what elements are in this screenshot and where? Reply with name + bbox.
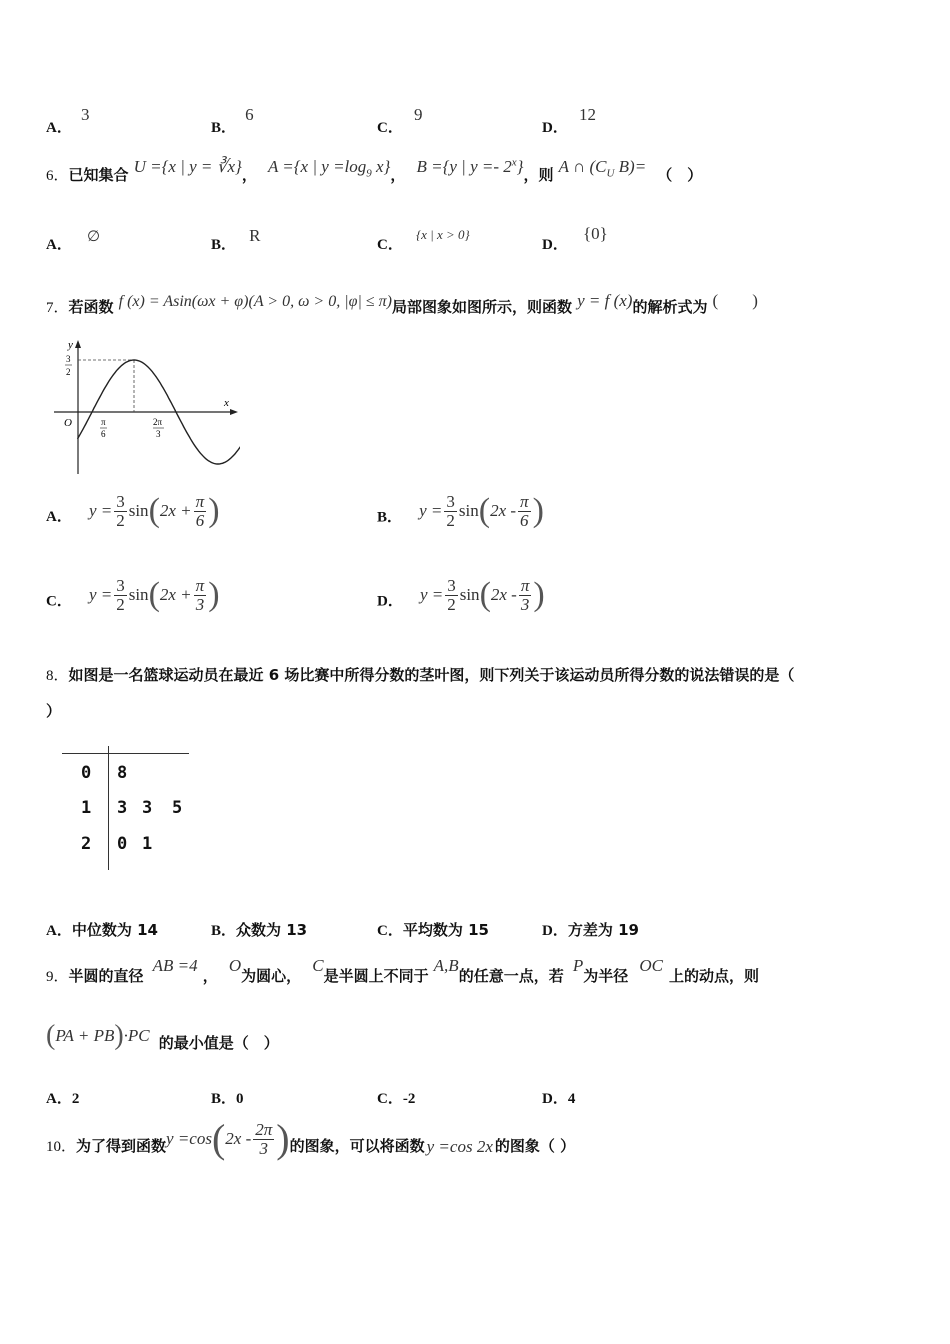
option-label: D． <box>542 120 568 136</box>
option-label: A． <box>46 120 72 136</box>
divider-line <box>108 746 109 870</box>
phase-denominator: 6 <box>195 510 205 530</box>
math-ab-points: A,B <box>433 956 459 975</box>
option-label: A． <box>46 237 72 253</box>
q5-option-c <box>377 105 423 137</box>
option-label: B． <box>211 1091 237 1107</box>
function-expr-2: y = f (x) <box>577 291 633 310</box>
question-text: 为半径 <box>583 967 629 985</box>
coef-numerator: 3 <box>116 576 125 595</box>
math-c: C <box>312 956 324 975</box>
option-label: C． <box>46 593 72 610</box>
coef-numerator: 3 <box>116 492 125 511</box>
option-value: 0 <box>236 1091 244 1107</box>
expr-end: B)= <box>614 157 647 176</box>
option-value: 中位数为 14 <box>71 921 158 939</box>
option-value: 众数为 13 <box>236 921 308 939</box>
question-text: 的最小值是（ ） <box>158 1034 279 1052</box>
q8-option-a <box>46 919 158 940</box>
option-label: B． <box>211 923 237 939</box>
sine-graph <box>50 336 240 476</box>
formula-inner: 2x - <box>225 1129 252 1148</box>
question-text-end: ） <box>46 702 62 720</box>
formula-inner: 2x - <box>490 501 517 521</box>
math-oc: OC <box>639 956 663 975</box>
formula-lead: y = <box>419 585 444 605</box>
then-text: ，则 <box>523 166 554 184</box>
question-6 <box>46 156 703 187</box>
question-text: 是半圆上不同于 <box>323 967 429 985</box>
q6-option-b <box>211 226 261 254</box>
q9-option-b <box>211 1087 244 1108</box>
leaf: 0 <box>117 834 128 854</box>
question-number: 7． <box>46 300 69 316</box>
comma: ， <box>202 967 218 985</box>
complement-sub: U <box>606 167 615 180</box>
phase-denominator: 3 <box>520 594 530 614</box>
answer-blank: ( ) <box>712 291 758 310</box>
q7-option-b: B． y = $\frac{3}{2}$ sin ( 2x - $\frac{\pi}{6}$ ) <box>377 492 544 530</box>
tick1-denominator: 6 <box>101 429 106 439</box>
q6-option-c <box>377 227 470 254</box>
q9-option-a <box>46 1087 79 1108</box>
stem-1: 1 <box>81 798 92 818</box>
formula-lead: y = <box>419 501 443 521</box>
option-label: C． <box>377 923 403 939</box>
option-value: ∅ <box>86 229 101 245</box>
comma: ， <box>241 166 257 184</box>
option-value: {0} <box>582 224 608 243</box>
option-value: 6 <box>245 105 254 124</box>
vector-dot: ·PC <box>123 1026 150 1045</box>
math-p: P <box>572 956 584 975</box>
option-value: 平均数为 15 <box>402 921 489 939</box>
stem-0: 0 <box>81 763 92 783</box>
option-value: 2 <box>71 1091 80 1107</box>
formula-lead: y = <box>88 585 113 605</box>
formula-lead: y = <box>88 501 113 521</box>
phase-numerator: π <box>195 576 205 595</box>
option-label: D． <box>542 237 568 253</box>
phase-numerator: π <box>195 492 205 511</box>
option-value: 4 <box>567 1091 576 1107</box>
question-number: 8． <box>46 668 69 684</box>
math-o: O <box>228 956 242 975</box>
function-expr: f (x) = Asin(ωx + φ)(A > 0, ω > 0, |φ| ≤ π) <box>118 293 392 310</box>
option-label: A． <box>46 509 72 526</box>
q8-option-b <box>211 919 307 940</box>
q9-option-c <box>377 1087 415 1108</box>
q6-option-d <box>542 224 608 254</box>
answer-blank: （ ） <box>657 166 703 184</box>
option-label: D． <box>377 593 403 610</box>
question-text: 的任意一点，若 <box>458 967 564 985</box>
function-name: sin <box>458 501 479 521</box>
y-axis-label: y <box>68 339 73 351</box>
question-text-2: 局部图象如图所示，则函数 <box>391 298 572 316</box>
question-number: 6． <box>46 168 69 184</box>
question-10: 10． 为了得到函数 y =cos ( 2x - $\frac{2\pi}{3}$ ) 的图象，可以将函数 y =cos 2x 的图象（ ） <box>46 1116 576 1161</box>
phase-numerator: π <box>520 492 529 511</box>
leaf: 3 <box>117 798 128 818</box>
option-value: {x | x > 0} <box>415 227 470 242</box>
set-u: U ={x | y = ∛x} <box>133 157 242 176</box>
formula-lead: y =cos <box>166 1129 212 1148</box>
question-text: 上的动点，则 <box>668 967 759 985</box>
option-label: A． <box>46 923 72 939</box>
vector-sum: PA + PB <box>55 1026 115 1045</box>
function-name: sin <box>128 585 149 605</box>
coef-numerator: 3 <box>446 492 455 511</box>
q7-option-d: D． y = $\frac{3}{2}$ sin ( 2x - $\frac{\pi}{3}$ ) <box>377 576 545 614</box>
set-a: A ={x | y =log <box>267 157 367 176</box>
question-text: 为圆心， <box>241 967 302 985</box>
question-text: 若函数 <box>68 298 114 316</box>
option-value: 9 <box>413 105 423 124</box>
coef-denominator: 2 <box>116 510 125 530</box>
option-label: D． <box>542 1091 568 1107</box>
question-7 <box>46 292 758 317</box>
q6-option-a <box>46 229 101 254</box>
math-ab: AB =4 <box>152 956 198 975</box>
q8-option-d <box>542 919 639 940</box>
formula-inner: 2x + <box>159 501 192 521</box>
question-number: 10． <box>46 1138 77 1155</box>
option-value: 方差为 19 <box>567 921 639 939</box>
question-text: 的图象，可以将函数 <box>289 1136 425 1155</box>
stem-2: 2 <box>81 834 92 854</box>
question-text: 如图是一名篮球运动员在最近 6 场比赛中所得分数的茎叶图，则下列关于该运动员所得分数的说法错误的是（ <box>68 666 795 684</box>
coef-numerator: 3 <box>447 576 456 595</box>
coef-denominator: 2 <box>446 510 455 530</box>
y-axis-arrow <box>75 340 81 348</box>
x-axis-arrow <box>230 409 238 415</box>
set-a-end: x} <box>371 157 391 176</box>
max-numerator: 3 <box>66 354 71 364</box>
max-denominator: 2 <box>66 367 71 377</box>
question-9-cont: ( PA + PB ) ·PC 的最小值是（ ） <box>46 1020 279 1052</box>
q8-option-c <box>377 919 489 940</box>
set-b: B ={y | y =- 2 <box>416 157 512 176</box>
question-9 <box>46 956 759 986</box>
option-label: B． <box>211 237 237 253</box>
leaf: 8 <box>117 763 128 783</box>
question-text-3: 的解析式为 <box>632 298 708 316</box>
question-number: 9． <box>46 969 69 985</box>
phase-denominator: 3 <box>195 594 205 614</box>
tick1-numerator: π <box>101 417 106 427</box>
phase-denominator: 6 <box>520 510 529 530</box>
option-value: 12 <box>578 105 596 124</box>
question-text: 的图象（ ） <box>494 1136 576 1155</box>
q5-option-d <box>542 105 596 137</box>
question-text: 已知集合 <box>68 166 129 184</box>
option-label: B． <box>377 509 403 526</box>
stem-leaf-plot <box>62 746 190 870</box>
q7-option-a: A． y = $\frac{3}{2}$ sin ( 2x + $\frac{\pi}{6}$ ) <box>46 492 220 530</box>
option-value: 3 <box>80 105 90 124</box>
log-base: 9 <box>366 167 372 180</box>
tick2-denominator: 3 <box>156 429 161 439</box>
option-label: D． <box>542 923 568 939</box>
function-name: sin <box>128 501 149 521</box>
x-axis-label: x <box>224 397 229 409</box>
exponent: x <box>511 156 517 169</box>
expr: A ∩ (C <box>558 157 607 176</box>
q5-option-a <box>46 105 90 137</box>
comma: ， <box>390 166 406 184</box>
question-text: 半圆的直径 <box>68 967 144 985</box>
leaf: 5 <box>172 798 183 818</box>
q9-option-d <box>542 1087 575 1108</box>
option-value: -2 <box>402 1091 416 1107</box>
option-label: B． <box>211 120 237 136</box>
q7-option-c: C． y = $\frac{3}{2}$ sin ( 2x + $\frac{\pi}{3}$ ) <box>46 576 220 614</box>
leaf: 3 <box>142 798 153 818</box>
question-8 <box>46 664 794 685</box>
option-label: C． <box>377 1091 403 1107</box>
coef-denominator: 2 <box>116 594 125 614</box>
phase-numerator: π <box>520 576 530 595</box>
leaf: 1 <box>142 834 153 854</box>
question-text: 为了得到函数 <box>76 1136 167 1155</box>
formula-inner: 2x - <box>490 585 517 605</box>
target-function: y =cos 2x <box>426 1137 493 1156</box>
header-line <box>62 753 189 754</box>
option-label: A． <box>46 1091 72 1107</box>
option-label: C． <box>377 120 403 136</box>
coef-denominator: 2 <box>447 594 456 614</box>
set-b-end: } <box>516 157 524 176</box>
tick2-numerator: 2π <box>153 417 163 427</box>
option-label: C． <box>377 237 403 253</box>
q5-option-b <box>211 105 254 137</box>
formula-inner: 2x + <box>159 585 192 605</box>
phase-denominator: 3 <box>259 1138 269 1158</box>
option-value: R <box>249 226 261 245</box>
phase-numerator: 2π <box>255 1119 273 1139</box>
question-8-end <box>46 700 61 721</box>
origin-label: O <box>64 417 72 429</box>
function-name: sin <box>459 585 480 605</box>
